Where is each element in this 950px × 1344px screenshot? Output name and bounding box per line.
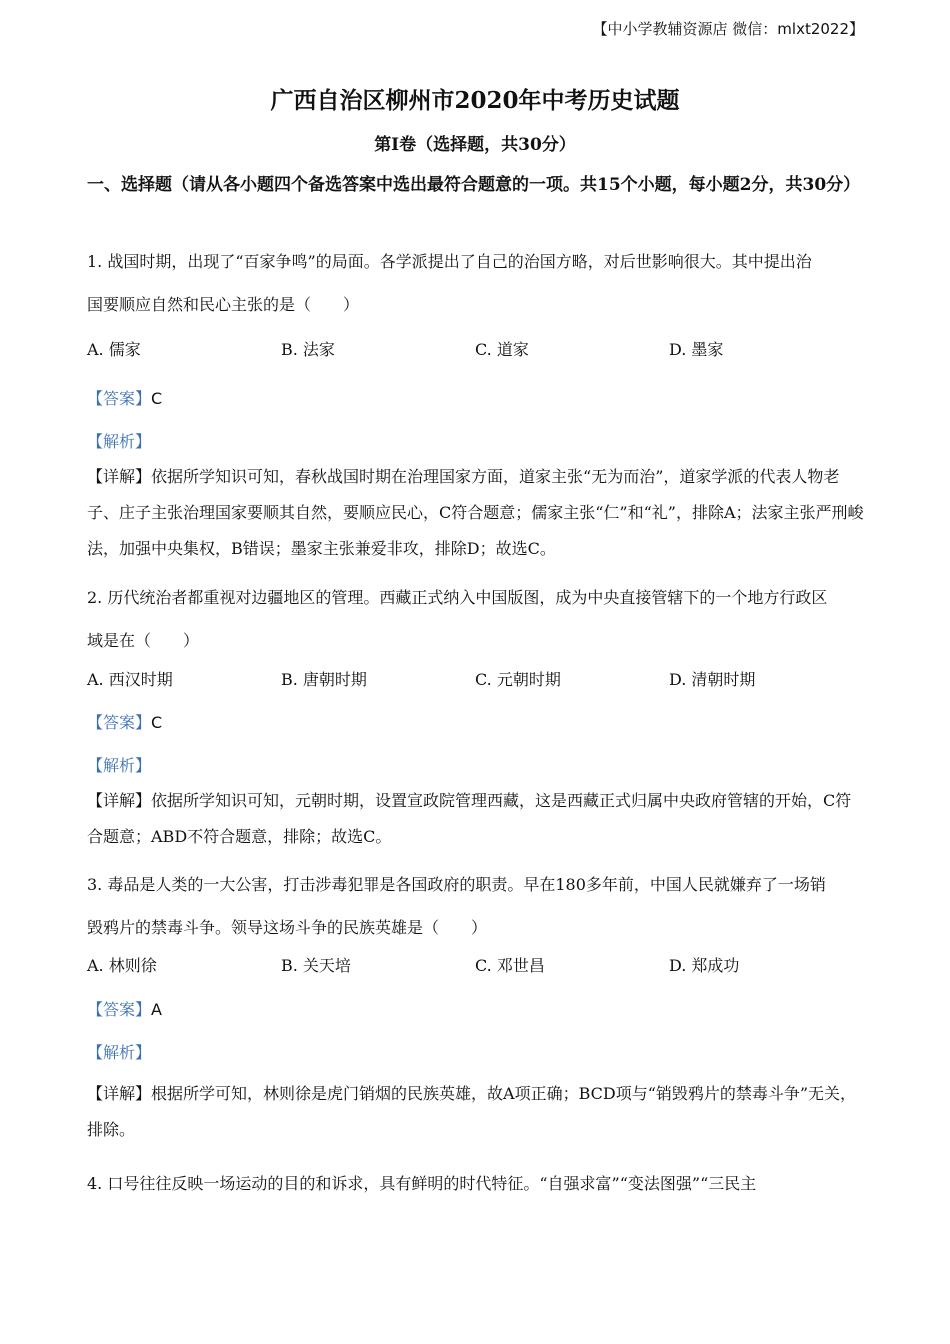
q2-option-c: C. 元朝时期 [475, 670, 561, 689]
q2-stem-line-2: 域是在（ ） [87, 631, 200, 650]
detail-label: 【详解】 [87, 467, 152, 486]
q2-answer [87, 710, 162, 733]
q3-analysis-label: 【解析】 [87, 1043, 152, 1062]
page-title: 广西自治区柳州市2020年中考历史试题 [270, 87, 680, 114]
q1-answer-value: C [151, 389, 163, 408]
q2-detail [87, 783, 865, 855]
q1-answer [87, 386, 162, 409]
q3-stem-line-1: 3. 毒品是人类的一大公害，打击涉毒犯罪是各国政府的职责。早在180多年前，中国人民就嫌弃了一场销 [87, 875, 826, 894]
q2-analysis-label: 【解析】 [87, 756, 152, 775]
q1-detail [87, 459, 865, 567]
detail-label: 【详解】 [87, 1084, 152, 1103]
q3-detail-text: 根据所学可知，林则徐是虎门销烟的民族英雄，故A项正确；BCD项与“销毁鸦片的禁毒斗争”无关，排除。 [87, 1084, 857, 1139]
q3-option-d: D. 郑成功 [669, 956, 740, 975]
answer-label: 【答案】 [87, 389, 152, 408]
q2-option-d: D. 清朝时期 [669, 670, 756, 689]
q2-detail-text: 依据所学知识可知，元朝时期，设置宣政院管理西藏，这是西藏正式归属中央政府管辖的开始，C符合题意；ABD不符合题意，排除；故选C。 [87, 791, 852, 846]
header-note: 【中小学教辅资源店 微信：mlxt2022】 [592, 20, 864, 38]
q3-option-b: B. 关天培 [281, 956, 351, 975]
q1-stem-line-1: 1. 战国时期，出现了“百家争鸣”的局面。各学派提出了自己的治国方略，对后世影响很大。其中提出治 [87, 252, 812, 271]
q1-option-a: A. 儒家 [87, 340, 141, 359]
q1-option-d: D. 墨家 [669, 340, 724, 359]
q1-option-b: B. 法家 [281, 340, 335, 359]
section-heading: 一、选择题（请从各小题四个备选答案中选出最符合题意的一项。共15个小题，每小题2分，共30分） [87, 175, 861, 195]
answer-label: 【答案】 [87, 713, 152, 732]
q3-option-c: C. 邓世昌 [475, 956, 545, 975]
answer-label: 【答案】 [87, 1000, 152, 1019]
q3-option-a: A. 林则徐 [87, 956, 157, 975]
q3-answer-value: A [151, 1000, 162, 1019]
detail-label: 【详解】 [87, 791, 152, 810]
q3-detail [87, 1076, 865, 1148]
q4-stem-line-1: 4. 口号往往反映一场运动的目的和诉求，具有鲜明的时代特征。“自强求富”“变法图强”“三民主 [87, 1174, 757, 1193]
q3-answer [87, 997, 162, 1020]
q1-stem-line-2: 国要顺应自然和民心主张的是（ ） [87, 295, 360, 314]
q2-stem-line-1: 2. 历代统治者都重视对边疆地区的管理。西藏正式纳入中国版图，成为中央直接管辖下的一个地方行政区 [87, 588, 828, 607]
q2-option-a: A. 西汉时期 [87, 670, 173, 689]
q2-option-b: B. 唐朝时期 [281, 670, 367, 689]
q3-stem-line-2: 毁鸦片的禁毒斗争。领导这场斗争的民族英雄是（ ） [87, 918, 488, 937]
q2-answer-value: C [151, 713, 163, 732]
q1-option-c: C. 道家 [475, 340, 529, 359]
q1-detail-text: 依据所学知识可知，春秋战国时期在治理国家方面，道家主张“无为而治”，道家学派的代表人物老子、庄子主张治理国家要顺其自然，要顺应民心，C符合题意；儒家主张“仁”和“礼”，排除A；法家主张严刑峻法，加强中央集权，B错误；墨家主张兼爱非攻，排除D；故选C。 [87, 467, 864, 558]
q1-analysis-label: 【解析】 [87, 432, 152, 451]
page-subtitle: 第Ⅰ卷（选择题，共30分） [374, 135, 576, 155]
